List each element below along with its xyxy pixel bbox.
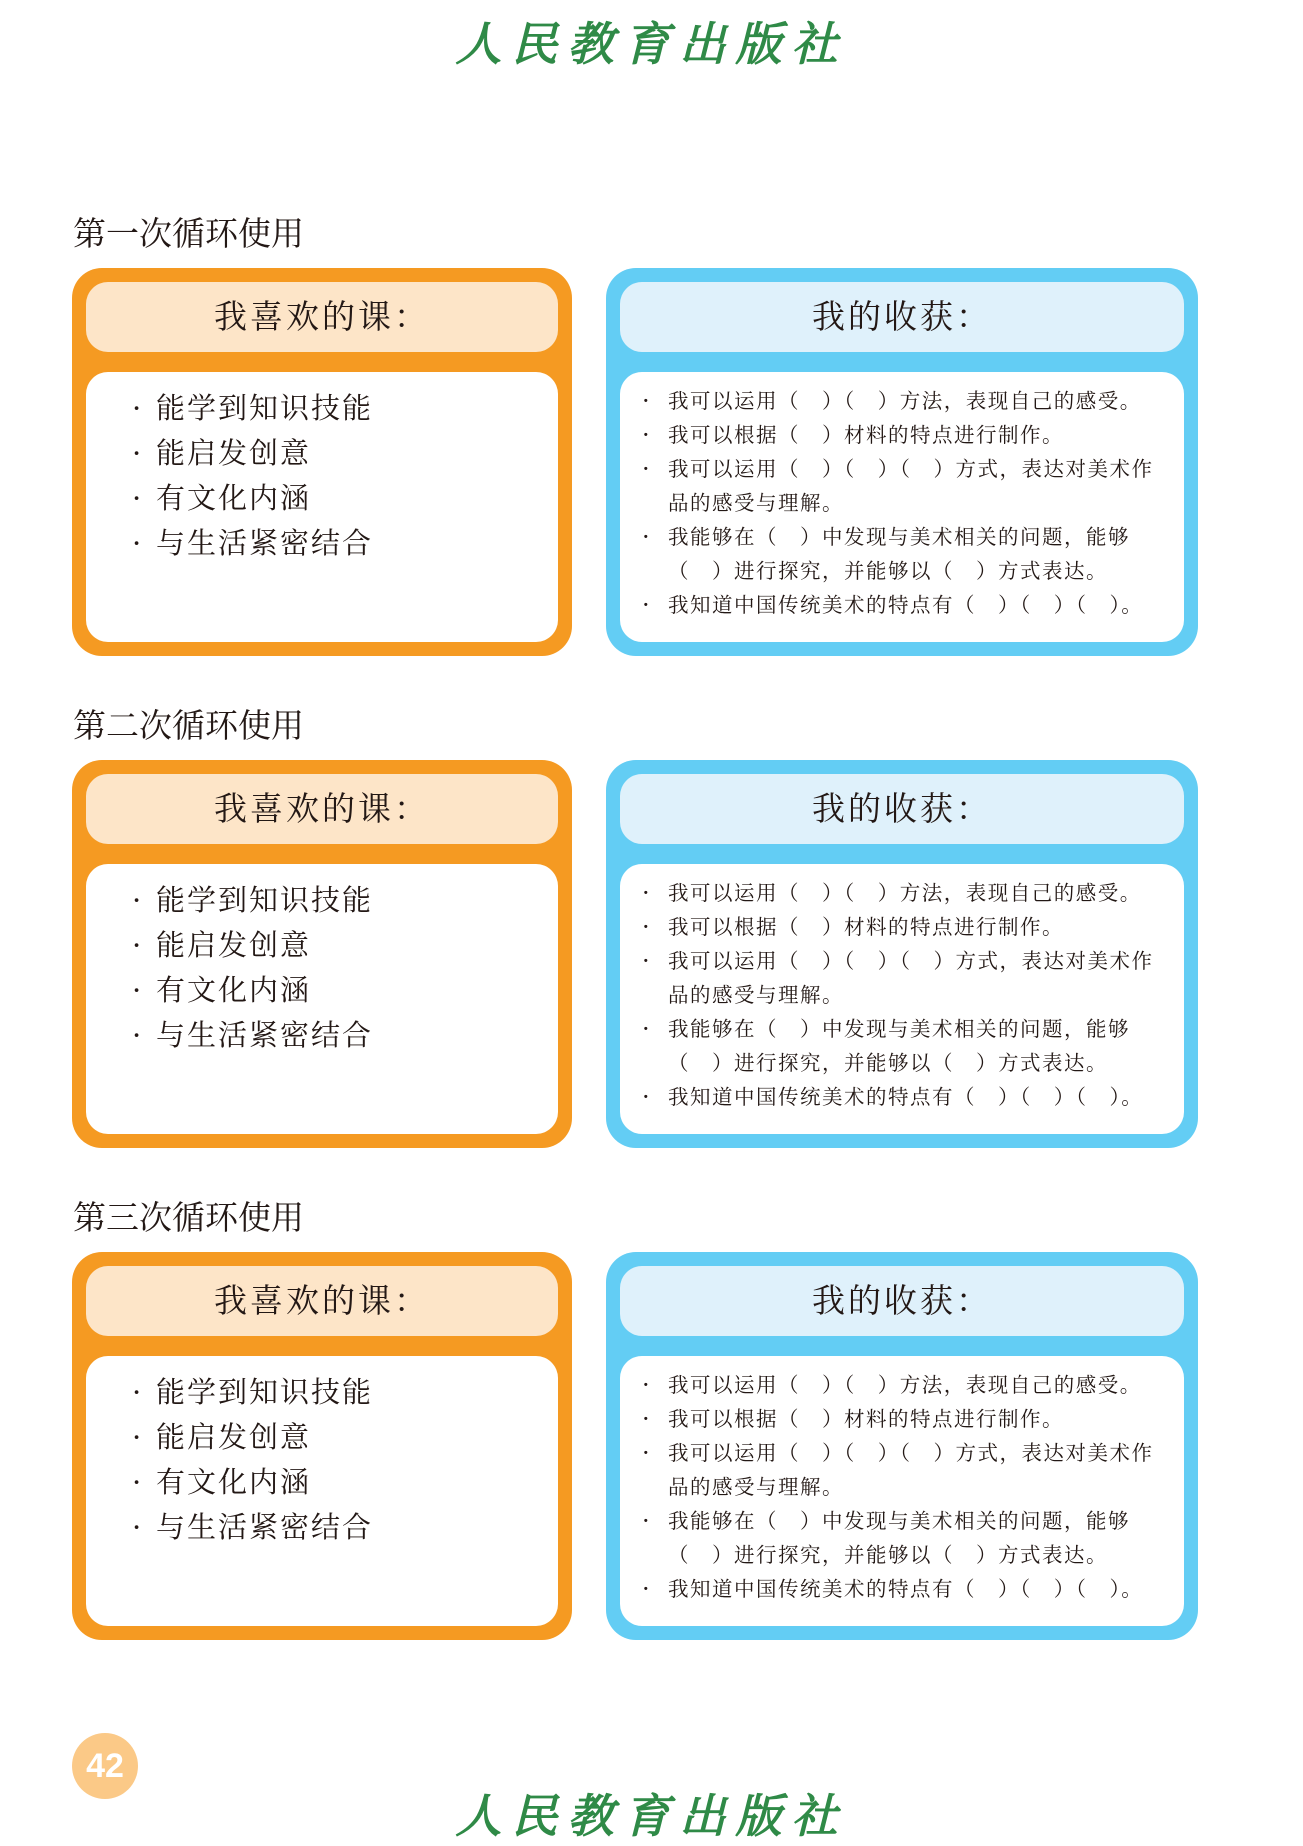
likes-card-body [86, 1356, 558, 1626]
gains-item: · 我可以根据（ ）材料的特点进行制作。 [638, 418, 1166, 452]
likes-item: · 能学到知识技能 [132, 386, 558, 431]
round-3-gains-card [606, 1252, 1198, 1640]
round-1-title: 第一次循环使用 [73, 214, 304, 253]
gains-card-body [620, 864, 1184, 1134]
gains-card-header: 我的收获： [620, 774, 1184, 844]
gains-card-header: 我的收获： [620, 282, 1184, 352]
likes-item: · 能启发创意 [132, 431, 558, 476]
page-number-badge: 42 [72, 1733, 138, 1799]
likes-card-header: 我喜欢的课： [86, 282, 558, 352]
round-1-likes-card [72, 268, 572, 656]
likes-item: · 有文化内涵 [132, 968, 558, 1013]
round-3-likes-card [72, 1252, 572, 1640]
likes-list [86, 372, 558, 566]
gains-item: · 我能够在（ ）中发现与美术相关的问题，能够（ ）进行探究，并能够以（ ）方式表达。 [638, 1012, 1166, 1080]
likes-item: · 能启发创意 [132, 923, 558, 968]
likes-card-header: 我喜欢的课： [86, 1266, 558, 1336]
gains-list [620, 372, 1184, 622]
round-2-gains-card [606, 760, 1198, 1148]
likes-card-body [86, 372, 558, 642]
gains-item: · 我可以运用（ ）（ ）方法，表现自己的感受。 [638, 384, 1166, 418]
gains-item: · 我可以运用（ ）（ ）方法，表现自己的感受。 [638, 876, 1166, 910]
likes-item: · 与生活紧密结合 [132, 1505, 558, 1550]
gains-item: · 我可以运用（ ）（ ）方法，表现自己的感受。 [638, 1368, 1166, 1402]
gains-item: · 我可以根据（ ）材料的特点进行制作。 [638, 910, 1166, 944]
round-2-title: 第二次循环使用 [73, 706, 304, 745]
likes-item: · 能学到知识技能 [132, 878, 558, 923]
round-3-title: 第三次循环使用 [73, 1198, 304, 1237]
gains-item: · 我知道中国传统美术的特点有（ ）（ ）（ ）。 [638, 588, 1166, 622]
gains-card-body [620, 372, 1184, 642]
gains-list [620, 864, 1184, 1114]
gains-item: · 我可以根据（ ）材料的特点进行制作。 [638, 1402, 1166, 1436]
likes-item: · 与生活紧密结合 [132, 521, 558, 566]
round-2-likes-card [72, 760, 572, 1148]
likes-item: · 有文化内涵 [132, 476, 558, 521]
gains-card-body [620, 1356, 1184, 1626]
gains-item: · 我可以运用（ ）（ ）（ ）方式，表达对美术作品的感受与理解。 [638, 452, 1166, 520]
likes-item: · 能启发创意 [132, 1415, 558, 1460]
gains-item: · 我可以运用（ ）（ ）（ ）方式，表达对美术作品的感受与理解。 [638, 944, 1166, 1012]
gains-item: · 我可以运用（ ）（ ）（ ）方式，表达对美术作品的感受与理解。 [638, 1436, 1166, 1504]
likes-list [86, 1356, 558, 1550]
gains-card-header: 我的收获： [620, 1266, 1184, 1336]
gains-item: · 我知道中国传统美术的特点有（ ）（ ）（ ）。 [638, 1080, 1166, 1114]
likes-item: · 能学到知识技能 [132, 1370, 558, 1415]
gains-item: · 我能够在（ ）中发现与美术相关的问题，能够（ ）进行探究，并能够以（ ）方式表达。 [638, 520, 1166, 588]
likes-card-body [86, 864, 558, 1134]
likes-item: · 与生活紧密结合 [132, 1013, 558, 1058]
publisher-logo-bottom: 人民教育出版社 [455, 1789, 848, 1843]
round-1-gains-card [606, 268, 1198, 656]
gains-list [620, 1356, 1184, 1606]
publisher-logo-top: 人民教育出版社 [455, 17, 848, 71]
gains-item: · 我知道中国传统美术的特点有（ ）（ ）（ ）。 [638, 1572, 1166, 1606]
likes-list [86, 864, 558, 1058]
likes-item: · 有文化内涵 [132, 1460, 558, 1505]
gains-item: · 我能够在（ ）中发现与美术相关的问题，能够（ ）进行探究，并能够以（ ）方式表达。 [638, 1504, 1166, 1572]
likes-card-header: 我喜欢的课： [86, 774, 558, 844]
